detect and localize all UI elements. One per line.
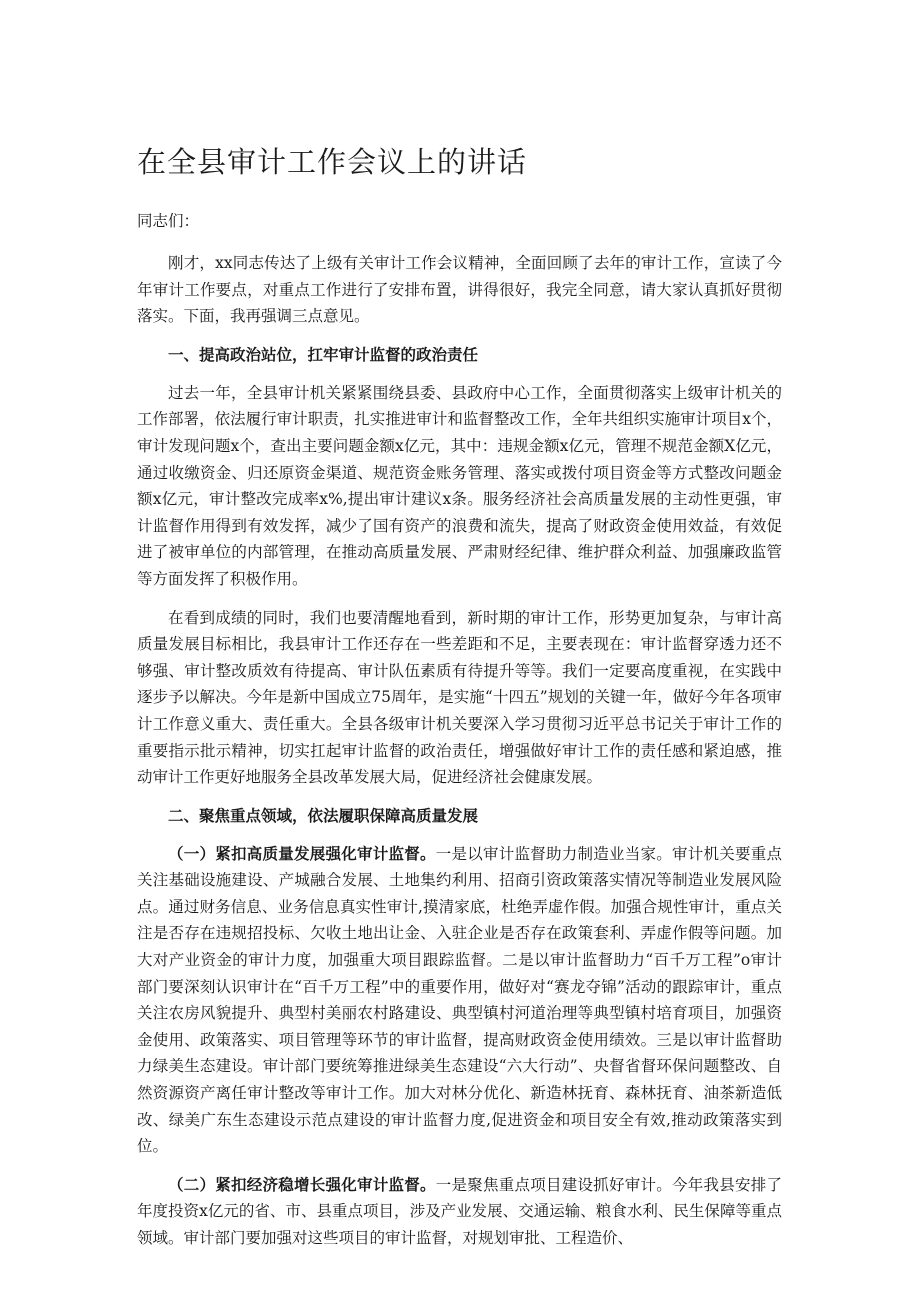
document-page xyxy=(137,140,782,1264)
section-1-paragraph-2: 在看到成绩的同时，我们也要清醒地看到，新时期的审计工作，形势更加复杂，与审计高质量发展目标相比，我县审计工作还存在一些差距和不足，主要表现在：审计监督穿透力还不够强、审计整改质效有待提高、审计队伍素质有待提升等等。我们一定要高度重视，在实践中逐步予以解决。今年是新中国成立75周年，是实施“十四五”规划的关键一年，做好今年各项审计工作意义重大、责任重大。全县各级审计机关要深入学习贯彻习近平总书记关于审计工作的重要指示批示精神，切实扛起审计监督的政治责任，增强做好审计工作的责任感和紧迫感，推动审计工作更好地服务全县改革发展大局，促进经济社会健康发展。 xyxy=(137,608,782,787)
subsection-1-lead: （一）紧扣高质量发展强化审计监督。 xyxy=(168,843,436,863)
section-1-heading: 一、提高政治站位，扛牢审计监督的政治责任 xyxy=(168,344,479,364)
subsection-2-paragraph xyxy=(137,1172,782,1252)
salutation: 同志们： xyxy=(137,212,200,230)
intro-paragraph: 刚才，xx同志传达了上级有关审计工作会议精神，全面回顾了去年的审计工作，宣读了今年审计工作要点，对重点工作进行了安排布置，讲得很好，我完全同意，请大家认真抓好贯彻落实。下面，我再强调三点意见。 xyxy=(137,254,782,326)
subsection-1-paragraph xyxy=(137,841,782,1160)
document-title: 在全县审计工作会议上的讲话 xyxy=(137,145,528,179)
subsection-2-text: 一是聚焦重点项目建设抓好审计。今年我县安排了年度投资x亿元的省、市、县重点项目，涉及产业发展、交通运输、粮食水利、民生保障等重点领域。审计部门要加强对这些项目的审计监督，对规划审批、工程造价、 xyxy=(137,1175,782,1247)
subsection-1-text: 一是以审计监督助力制造业当家。审计机关要重点关注基础设施建设、产城融合发展、土地集约利用、招商引资政策落实情况等制造业发展风险点。通过财务信息、业务信息真实性审计,摸清家底，杜绝弄虚作假。加强合规性审计，重点关注是否存在违规招投标、欠收土地出让金、入驻企业是否存在政策套利、弄虚作假等问题。加大对产业资金的审计力度，加强重大项目跟踪监督。二是以审计监督助力“百千万工程”o审计部门要深刻认识审计在“百千万工程”中的重要作用，做好对“赛龙夺锦”活动的跟踪审计，重点关注农房风貌提升、典型村美丽农村路建设、典型镇村河道治理等典型镇村培育项目，加强资金使用、政策落实、项目管理等环节的审计监督，提高财政资金使用绩效。三是以审计监督助力绿美生态建设。审计部门要统筹推进绿美生态建设“六大行动”、央督省督环保问题整改、自然资源资产离任审计整改等审计工作。加大对林分优化、新造林抚育、森林抚育、油茶新造低改、绿美广东生态建设示范点建设的审计监督力度,促进资金和项目安全有效,推动政策落实到位。 xyxy=(137,844,782,1156)
subsection-2-lead: （二）紧扣经济稳增长强化审计监督。 xyxy=(168,1174,436,1194)
section-1-paragraph-1: 过去一年，全县审计机关紧紧围绕县委、县政府中心工作，全面贯彻落实上级审计机关的工作部署，依法履行审计职责，扎实推进审计和监督整改工作，全年共组织实施审计项目x个，审计发现问题x个，查出主要问题金额x亿元，其中：违规金额x亿元，管理不规范金额X亿元，通过收缴资金、归还原资金渠道、规范资金账务管理、落实或拨付项目资金等方式整改问题金额x亿元，审计整改完成率x%,提出审计建议x条。服务经济社会高质量发展的主动性更强，审计监督作用得到有效发挥，减少了国有资产的浪费和流失，提高了财政资金使用效益，有效促进了被审单位的内部管理，在推动高质量发展、严肃财经纪律、维护群众利益、加强廉政监管等方面发挥了积极作用。 xyxy=(137,383,782,588)
section-2-heading: 二、聚焦重点领域，依法履职保障高质量发展 xyxy=(168,805,479,825)
